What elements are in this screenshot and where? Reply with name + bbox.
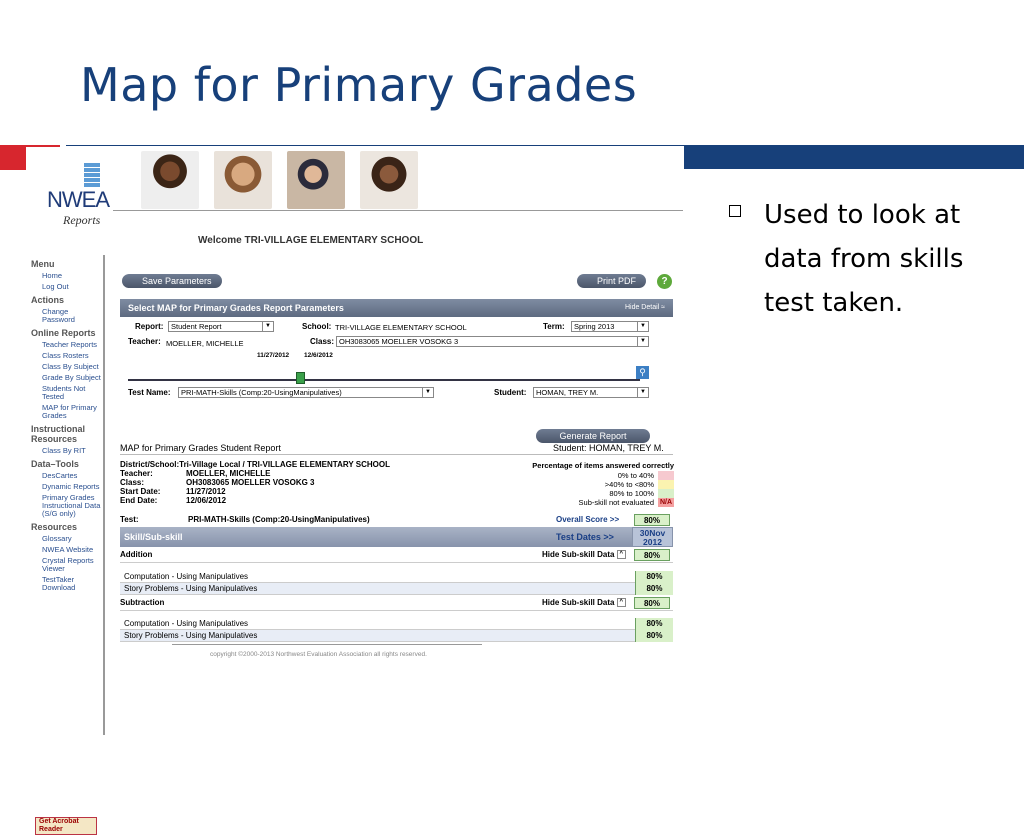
subskill-row [120, 630, 673, 642]
test-date-column: 30Nov 2012 [632, 527, 673, 547]
chevron-down-icon: ▼ [637, 388, 648, 397]
legend-swatch [658, 471, 674, 480]
legend-swatch: N/A [659, 499, 673, 506]
subskill-row [120, 618, 673, 630]
school-value: TRI-VILLAGE ELEMENTARY SCHOOL [335, 323, 467, 332]
class-label: Class: [310, 337, 335, 346]
skill-name: Subtraction [120, 598, 165, 607]
nwea-logo: NWEA [47, 187, 109, 212]
skill-column-header: Skill/Sub-skill [124, 532, 183, 542]
hide-subskill-label: Hide Sub-skill Data [542, 598, 615, 607]
legend-row [496, 480, 674, 489]
parameters-panel [120, 317, 673, 409]
class-select-value: OH3083065 MOELLER VOSOKG 3 [339, 337, 459, 346]
sidebar-section-instructional: Instructional Resources [31, 424, 86, 444]
nwea-logo-icon [84, 163, 100, 188]
footer-divider [172, 644, 482, 645]
square-bullet-icon [729, 205, 741, 217]
report-label: Report: [135, 322, 164, 331]
date-range-track [128, 379, 640, 381]
report-class-value: OH3083065 MOELLER VOSOKG 3 [186, 478, 315, 487]
report-divider [120, 454, 673, 455]
red-accent-block [0, 145, 26, 170]
sidebar-item-class-by-rit[interactable]: Class By RIT [42, 446, 86, 455]
parameters-title: Select MAP for Primary Grades Report Parameters [128, 303, 344, 313]
report-select[interactable] [168, 321, 274, 332]
report-student: Student: HOMAN, TREY M. [553, 443, 664, 453]
test-name-select-value: PRI-MATH-Skills (Comp:20-UsingManipulatives) [181, 388, 342, 397]
help-icon[interactable]: ? [657, 274, 672, 289]
legend-row [496, 489, 674, 498]
district-value: Tri-Village Local / TRI-VILLAGE ELEMENTARY SCHOOL [179, 460, 390, 469]
start-date-label: Start Date: [120, 487, 161, 496]
student-select[interactable] [533, 387, 649, 398]
sidebar-item-descartes[interactable]: DesCartes [42, 471, 78, 480]
teacher-value: MOELLER, MICHELLE [166, 339, 244, 348]
skill-row-subtraction [120, 595, 673, 611]
report-select-value: Student Report [171, 322, 222, 331]
subskill-row [120, 571, 673, 583]
legend-swatch [658, 480, 674, 489]
sidebar-item-glossary[interactable]: Glossary [42, 534, 72, 543]
sidebar-item-dynamic-reports[interactable]: Dynamic Reports [42, 482, 100, 491]
report-teacher-value: MOELLER, MICHELLE [186, 469, 271, 478]
report-title: MAP for Primary Grades Student Report [120, 443, 281, 453]
collapse-icon: ^ [617, 550, 626, 559]
legend-row [496, 471, 674, 480]
chevron-down-icon: ▼ [637, 337, 648, 346]
hide-subskill-label: Hide Sub-skill Data [542, 550, 615, 559]
legend-label: 0% to 40% [617, 471, 654, 480]
sidebar-item-grade-by-subject[interactable]: Grade By Subject [42, 373, 101, 382]
legend-label: 80% to 100% [609, 489, 654, 498]
report-teacher-label: Teacher: [120, 469, 153, 478]
test-label: Test: [120, 515, 139, 524]
test-value: PRI-MATH-Skills (Comp:20-UsingManipulatives) [188, 515, 370, 524]
sidebar-item-nwea-website[interactable]: NWEA Website [42, 545, 94, 554]
sidebar-item-students-not-tested[interactable]: Students Not Tested [42, 384, 86, 401]
overall-score-label: Overall Score >> [556, 515, 620, 524]
subskill-score: 80% [635, 571, 673, 583]
subskill-score: 80% [635, 583, 673, 595]
skill-score: 80% [634, 597, 670, 609]
end-date-value: 12/06/2012 [186, 496, 227, 505]
student-label: Student: [494, 388, 527, 397]
generate-report-button[interactable]: Generate Report [536, 429, 650, 443]
sidebar-section-menu: Menu [31, 259, 55, 269]
teacher-label: Teacher: [128, 337, 161, 346]
chevron-down-icon: ▼ [422, 388, 433, 397]
subskill-name: Computation - Using Manipulatives [124, 619, 249, 628]
district-label: District/School: [120, 460, 180, 469]
blue-accent-bar [684, 145, 1024, 169]
subskill-score: 80% [635, 630, 673, 642]
header-photos [141, 151, 418, 209]
student-photo-4 [360, 151, 418, 209]
save-parameters-button[interactable]: Save Parameters [122, 274, 222, 288]
sidebar-item-crystal-reports[interactable]: Crystal Reports Viewer [42, 556, 94, 573]
sidebar-section-online-reports: Online Reports [31, 328, 96, 338]
bullet-point [729, 193, 969, 325]
welcome-message: Welcome TRI-VILLAGE ELEMENTARY SCHOOL [198, 235, 424, 246]
print-pdf-button[interactable]: Print PDF [577, 274, 646, 288]
subskill-name: Computation - Using Manipulatives [124, 572, 249, 581]
hide-subskill-link[interactable] [542, 595, 626, 611]
sidebar-item-primary-instructional[interactable]: Primary Grades Instructional Data (S/G only) [42, 493, 101, 518]
reports-subtitle: Reports [63, 213, 101, 227]
acrobat-reader-badge[interactable]: Get Acrobat Reader [35, 817, 97, 835]
term-label: Term: [543, 322, 565, 331]
end-date-label: End Date: [120, 496, 158, 505]
search-icon[interactable]: ⚲ [636, 366, 649, 379]
legend-label: Sub-skill not evaluated [578, 498, 654, 507]
subskill-row [120, 583, 673, 595]
start-date-value: 11/27/2012 [186, 487, 226, 496]
report-info [120, 460, 390, 505]
legend-row [496, 498, 674, 507]
sidebar-section-resources: Resources [31, 522, 78, 532]
subskill-name: Story Problems - Using Manipulatives [124, 631, 258, 640]
legend-label: >40% to <80% [604, 480, 654, 489]
legend-title: Percentage of items answered correctly [532, 461, 674, 470]
chevron-down-icon: ▼ [637, 322, 648, 331]
sidebar-section-actions: Actions [31, 295, 65, 305]
date-range-end: 12/6/2012 [304, 352, 333, 359]
skill-table-header [120, 527, 673, 547]
chevron-down-icon: ▼ [262, 322, 273, 331]
collapse-icon: ^ [617, 598, 626, 607]
sidebar-item-change-password[interactable]: Change Password [42, 307, 75, 324]
title-rule [66, 145, 684, 146]
sidebar-item-home[interactable]: Home [42, 271, 63, 280]
parameters-header [120, 299, 673, 317]
score-legend [496, 461, 674, 507]
sidebar-item-class-by-subject[interactable]: Class By Subject [42, 362, 99, 371]
test-name-select[interactable] [178, 387, 434, 398]
student-photo-1 [141, 151, 199, 209]
date-range-handle[interactable] [296, 372, 305, 384]
legend-swatch [658, 489, 674, 498]
subskill-name: Story Problems - Using Manipulatives [124, 584, 258, 593]
subskill-score: 80% [635, 618, 673, 630]
hide-subskill-link[interactable] [542, 547, 626, 563]
report-class-label: Class: [120, 478, 145, 487]
sidebar-section-data-tools: Data–Tools [31, 459, 79, 469]
test-dates-label: Test Dates >> [556, 532, 614, 542]
hide-detail-link[interactable]: Hide Detail ≈ [624, 304, 665, 311]
sidebar-item-teacher-reports[interactable]: Teacher Reports [42, 340, 98, 349]
student-photo-3 [287, 151, 345, 209]
sidebar-item-logout[interactable]: Log Out [42, 282, 69, 291]
skill-row-addition [120, 547, 673, 563]
copyright-text: copyright ©2000-2013 Northwest Evaluation Association all rights reserved. [210, 651, 427, 658]
skill-score: 80% [634, 549, 670, 561]
bullet-text: Used to look at data from skills test taken. [764, 200, 964, 318]
sidebar [31, 255, 105, 833]
student-select-value: HOMAN, TREY M. [536, 388, 599, 397]
slide-title: Map for Primary Grades [80, 58, 638, 112]
header-divider [113, 210, 683, 211]
term-select[interactable] [571, 321, 649, 332]
date-range-start: 11/27/2012 [257, 352, 290, 359]
test-row [120, 513, 673, 527]
skill-name: Addition [120, 550, 153, 559]
term-select-value: Spring 2013 [574, 322, 615, 331]
test-name-label: Test Name: [128, 388, 171, 397]
sidebar-item-class-rosters[interactable]: Class Rosters [42, 351, 89, 360]
student-photo-2 [214, 151, 272, 209]
report-screenshot [27, 147, 683, 833]
school-label: School: [302, 322, 332, 331]
sidebar-item-testtaker[interactable]: TestTaker Download [42, 575, 76, 592]
overall-score-value: 80% [634, 514, 670, 526]
class-select[interactable] [336, 336, 649, 347]
sidebar-item-map-primary[interactable]: MAP for Primary Grades [42, 403, 97, 420]
